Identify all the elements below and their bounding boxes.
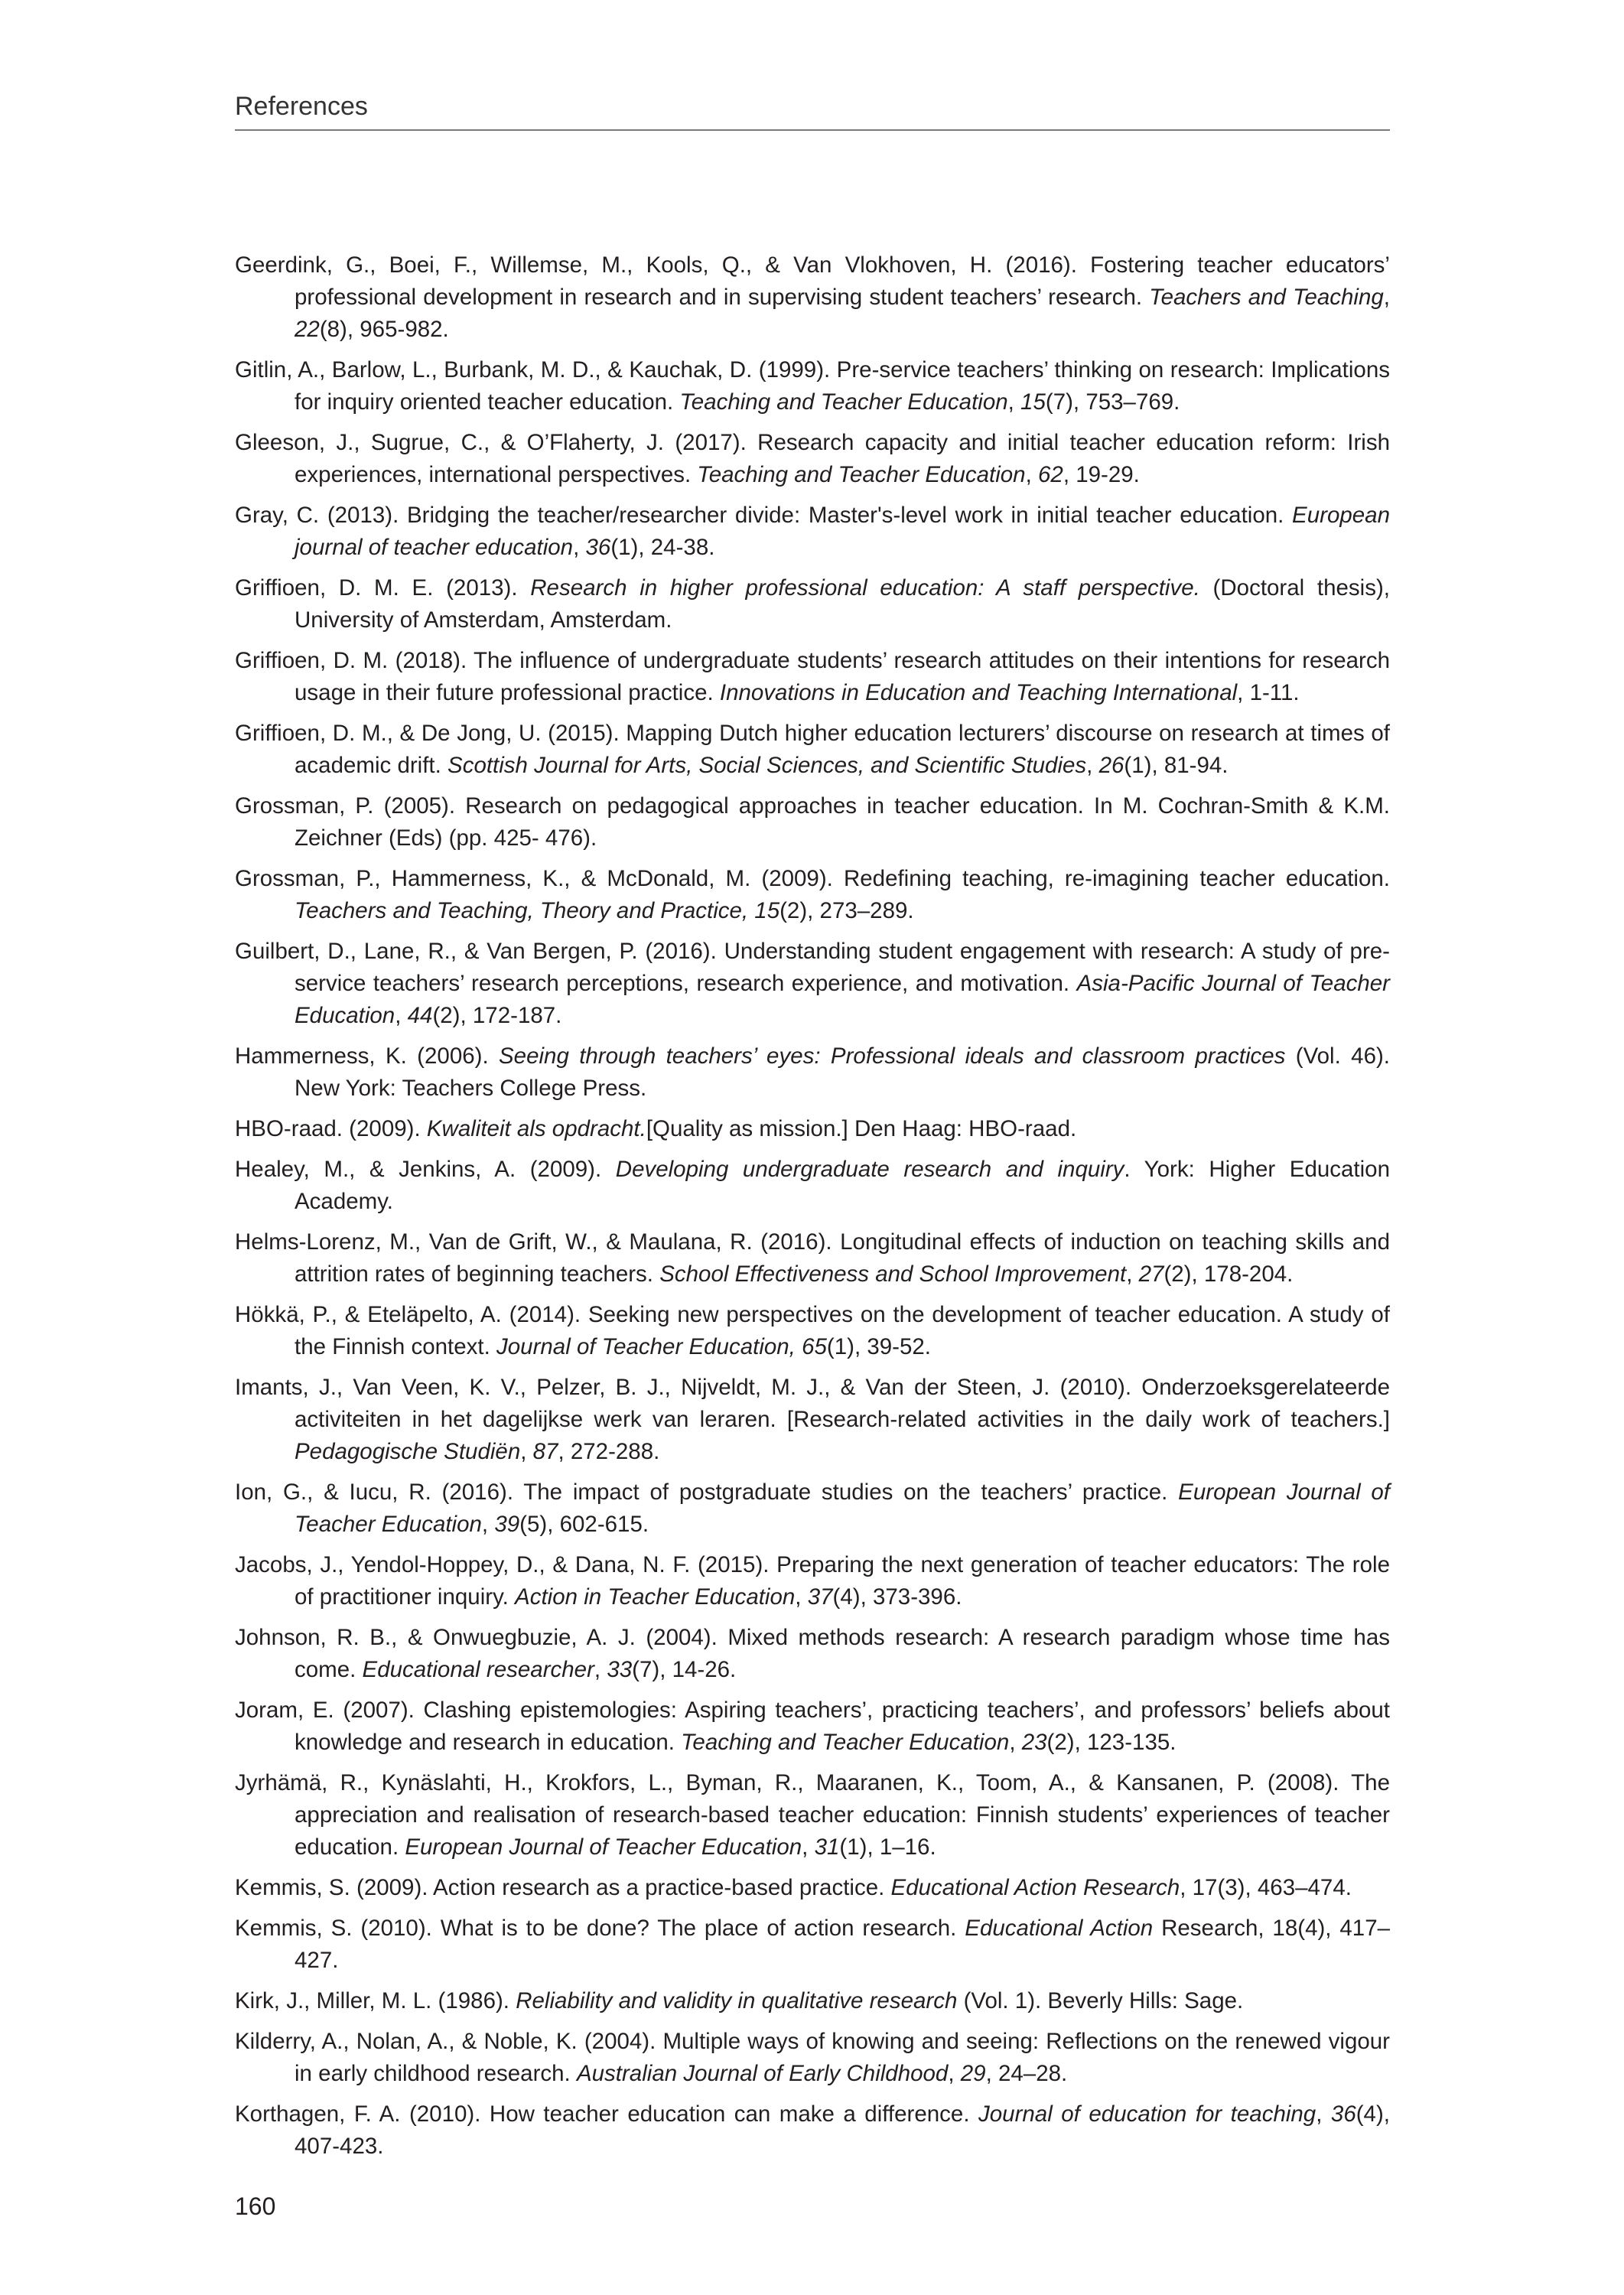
reference-italic-text: 33 [607, 1657, 633, 1682]
reference-text: (2), 178-204. [1163, 1261, 1294, 1287]
reference-italic-text: 36 [1330, 2101, 1356, 2127]
reference-entry [235, 1476, 1390, 1541]
reference-entry [235, 645, 1390, 709]
reference-text: , [1009, 1730, 1022, 1755]
reference-text: (8), 965-982. [319, 317, 449, 342]
reference-text: HBO-raad. (2009). [235, 1116, 427, 1141]
reference-entry [235, 1113, 1390, 1145]
reference-text: Gitlin, A., Barlow, L., Burbank, M. D., & Kauchak, D. (1999). Pre-service teachers’ thinking on research: Implications for inquiry oriented teacher education. [235, 357, 1390, 415]
reference-text: , [573, 535, 586, 560]
reference-italic-text: 37 [807, 1584, 833, 1610]
reference-text: Johnson, R. B., & Onwuegbuzie, A. J. (2004). Mixed methods research: A research paradigm whose time has come. [235, 1625, 1390, 1682]
reference-italic-text: 36 [585, 535, 611, 560]
reference-text: , [395, 1003, 408, 1028]
reference-text: (1), 1–16. [839, 1834, 936, 1860]
reference-entry [235, 1372, 1390, 1468]
reference-text: . York: Higher Education Academy. [295, 1157, 1390, 1214]
reference-entry [235, 1622, 1390, 1686]
reference-italic-text: 31 [814, 1834, 840, 1860]
reference-text: [Quality as mission.] Den Haag: HBO-raad. [646, 1116, 1077, 1141]
reference-entry [235, 863, 1390, 927]
reference-italic-text: Teachers and Teaching [1149, 285, 1384, 310]
reference-text: , 24–28. [985, 2061, 1068, 2086]
reference-italic-text: 87 [532, 1439, 558, 1464]
reference-entry [235, 1767, 1390, 1864]
page-number: 160 [235, 2192, 276, 2220]
reference-list [235, 249, 1390, 2171]
reference-text: , [1316, 2101, 1331, 2127]
reference-text: Helms-Lorenz, M., Van de Grift, W., & Maulana, R. (2016). Longitudinal effects of induction on teaching skills and attrition rates of beginning teachers. [235, 1229, 1390, 1287]
reference-text: Guilbert, D., Lane, R., & Van Bergen, P. (2016). Understanding student engagement with research: A study of pre-service teachers’ research perceptions, research experience, and motivation. [235, 939, 1390, 996]
reference-text: Imants, J., Van Veen, K. V., Pelzer, B. J., Nijveldt, M. J., & Van der Steen, J. (2010). Onderzoeksgerelateerde activiteiten in het dagelijkse werk van leraren. [Research-related activities in the daily work of teachers.] [235, 1375, 1390, 1432]
reference-text: , [1007, 389, 1021, 415]
reference-italic-text: Innovations in Education and Teaching International [719, 680, 1238, 705]
reference-text: , [802, 1834, 815, 1860]
reference-italic-text: Pedagogische Studiën [295, 1439, 521, 1464]
reference-italic-text: Asia-Pacific Journal of Teacher Education [295, 971, 1391, 1028]
reference-entry [235, 1040, 1390, 1105]
reference-text: (Vol. 1). Beverly Hills: Sage. [957, 1988, 1244, 2013]
reference-italic-text: Teaching and Teacher Education [679, 389, 1008, 415]
reference-text: (4), 407-423. [295, 2101, 1390, 2159]
reference-italic-text: Kwaliteit als opdracht. [426, 1116, 646, 1141]
reference-entry [235, 427, 1390, 491]
reference-text: (2), 123-135. [1046, 1730, 1177, 1755]
reference-italic-text: Seeing through teachers’ eyes: Professional ideals and classroom practices [499, 1043, 1286, 1069]
reference-entry [235, 354, 1390, 418]
reference-text: Ion, G., & Iucu, R. (2016). The impact of postgraduate studies on the teachers’ practice. [235, 1480, 1179, 1505]
reference-text: , [520, 1439, 533, 1464]
reference-text: Griffioen, D. M. (2018). The influence of undergraduate students’ research attitudes on their intentions for research usage in their future professional practice. [235, 648, 1390, 705]
reference-text: , [1383, 285, 1390, 310]
reference-text: , [594, 1657, 607, 1682]
reference-text: , [795, 1584, 808, 1610]
reference-italic-text: 44 [407, 1003, 433, 1028]
reference-entry [235, 1985, 1390, 2017]
reference-entry [235, 1872, 1390, 1904]
reference-text: Research, 18(4), 417–427. [295, 1916, 1391, 1973]
reference-text: Jacobs, J., Yendol-Hoppey, D., & Dana, N. F. (2015). Preparing the next generation of teacher educators: The role of practitioner inquiry. [235, 1552, 1390, 1610]
reference-entry [235, 718, 1390, 782]
reference-entry [235, 249, 1390, 346]
reference-italic-text: European Journal of Teacher Education [295, 1480, 1390, 1537]
reference-text: Kirk, J., Miller, M. L. (1986). [235, 1988, 516, 2013]
reference-text: Grossman, P. (2005). Research on pedagogical approaches in teacher education. In M. Cochran-Smith & K.M. Zeichner (Eds) (pp. 425- 476). [235, 793, 1390, 851]
reference-entry [235, 790, 1390, 855]
reference-italic-text: Educational researcher [362, 1657, 594, 1682]
reference-italic-text: 15 [1020, 389, 1046, 415]
reference-italic-text: 39 [494, 1512, 520, 1537]
reference-text: (7), 753–769. [1045, 389, 1180, 415]
reference-text: (4), 373-396. [832, 1584, 962, 1610]
reference-entry [235, 1912, 1390, 1977]
reference-text: Grossman, P., Hammerness, K., & McDonald, M. (2009). Redefining teaching, re-imagining teacher education. [235, 866, 1390, 891]
reference-italic-text: Developing undergraduate research and inquiry [615, 1157, 1124, 1182]
reference-entry [235, 1299, 1390, 1363]
reference-italic-text: School Effectiveness and School Improvement [659, 1261, 1127, 1287]
reference-entry [235, 500, 1390, 564]
reference-text: Healey, M., & Jenkins, A. (2009). [235, 1157, 616, 1182]
reference-text: Joram, E. (2007). Clashing epistemologies: Aspiring teachers’, practicing teachers’, and professors’ beliefs about knowledge and research in education. [235, 1698, 1390, 1755]
reference-text: Hökkä, P., & Eteläpelto, A. (2014). Seeking new perspectives on the development of teacher education. A study of the Finnish context. [235, 1302, 1390, 1359]
reference-text: (Doctoral thesis), University of Amsterdam, Amsterdam. [295, 575, 1390, 633]
reference-text: , [1086, 753, 1099, 778]
reference-text: , 19-29. [1063, 462, 1140, 487]
reference-italic-text: Australian Journal of Early Childhood [576, 2061, 949, 2086]
reference-text: (Vol. 46). New York: Teachers College Press. [295, 1043, 1390, 1101]
reference-text: , [948, 2061, 961, 2086]
reference-text: (7), 14-26. [632, 1657, 737, 1682]
reference-text: (1), 81-94. [1124, 753, 1229, 778]
running-head: References [235, 92, 1390, 131]
reference-italic-text: 62 [1037, 462, 1063, 487]
reference-text: , 272-288. [558, 1439, 660, 1464]
reference-text: Korthagen, F. A. (2010). How teacher education can make a difference. [235, 2101, 979, 2127]
reference-text: Jyrhämä, R., Kynäslahti, H., Krokfors, L., Byman, R., Maaranen, K., Toom, A., & Kansanen, P. (2008). The appreciation and realisation of research-based teacher education: Finnish students’ experiences of teacher education. [235, 1770, 1390, 1860]
reference-italic-text: Journal of education for teaching [978, 2101, 1316, 2127]
reference-italic-text: European journal of teacher education [295, 503, 1390, 560]
reference-italic-text: Educational Action [965, 1916, 1154, 1941]
reference-entry [235, 1549, 1390, 1613]
reference-text: , [481, 1512, 495, 1537]
reference-entry [235, 1226, 1390, 1291]
reference-text: Geerdink, G., Boei, F., Willemse, M., Kools, Q., & Van Vlokhoven, H. (2016). Fostering teacher educators’ professional development in research and in supervising student teachers’ research. [235, 252, 1390, 310]
reference-entry [235, 2098, 1390, 2163]
reference-text: Gray, C. (2013). Bridging the teacher/researcher divide: Master's-level work in initial teacher education. [235, 503, 1293, 528]
reference-italic-text: Teachers and Teaching, Theory and Practice, 15 [295, 898, 780, 923]
reference-text: (1), 24-38. [610, 535, 715, 560]
reference-text: (2), 172-187. [432, 1003, 562, 1028]
reference-text: , [1025, 462, 1038, 487]
reference-italic-text: Action in Teacher Education [515, 1584, 796, 1610]
reference-text: Kilderry, A., Nolan, A., & Noble, K. (2004). Multiple ways of knowing and seeing: Reflections on the renewed vigour in early childhood research. [235, 2029, 1390, 2086]
reference-text: Hammerness, K. (2006). [235, 1043, 499, 1069]
reference-text: Kemmis, S. (2010). What is to be done? The place of action research. [235, 1916, 965, 1941]
reference-text: (1), 39-52. [826, 1334, 931, 1359]
reference-italic-text: 23 [1021, 1730, 1047, 1755]
reference-italic-text: Scottish Journal for Arts, Social Sciences, and Scientific Studies [447, 753, 1087, 778]
reference-entry [235, 1154, 1390, 1218]
reference-italic-text: European Journal of Teacher Education [405, 1834, 802, 1860]
reference-italic-text: Educational Action Research [890, 1875, 1180, 1900]
reference-italic-text: 26 [1098, 753, 1124, 778]
reference-entry [235, 1694, 1390, 1759]
reference-text: Kemmis, S. (2009). Action research as a practice-based practice. [235, 1875, 891, 1900]
reference-entry [235, 572, 1390, 636]
reference-italic-text: 27 [1138, 1261, 1164, 1287]
reference-entry [235, 2026, 1390, 2090]
reference-italic-text: Reliability and validity in qualitative research [516, 1988, 958, 2013]
reference-text: Griffioen, D. M., & De Jong, U. (2015). Mapping Dutch higher education lecturers’ discourse on research at times of academic drift. [235, 721, 1390, 778]
reference-italic-text: Teaching and Teacher Education [681, 1730, 1010, 1755]
reference-entry [235, 936, 1390, 1032]
reference-text: (5), 602-615. [519, 1512, 649, 1537]
reference-text: , [1126, 1261, 1139, 1287]
reference-text: , 1-11. [1237, 680, 1300, 705]
reference-italic-text: Journal of Teacher Education, 65 [496, 1334, 827, 1359]
reference-italic-text: 22 [295, 317, 320, 342]
reference-text: (2), 273–289. [779, 898, 914, 923]
reference-italic-text: 29 [960, 2061, 986, 2086]
reference-italic-text: Research in higher professional education: A staff perspective. [530, 575, 1200, 601]
reference-italic-text: Teaching and Teacher Education [697, 462, 1026, 487]
reference-text: Griffioen, D. M. E. (2013). [235, 575, 531, 601]
reference-text: , 17(3), 463–474. [1180, 1875, 1352, 1900]
reference-text: Gleeson, J., Sugrue, C., & O’Flaherty, J. (2017). Research capacity and initial teacher education reform: Irish experiences, international perspectives. [235, 430, 1390, 487]
